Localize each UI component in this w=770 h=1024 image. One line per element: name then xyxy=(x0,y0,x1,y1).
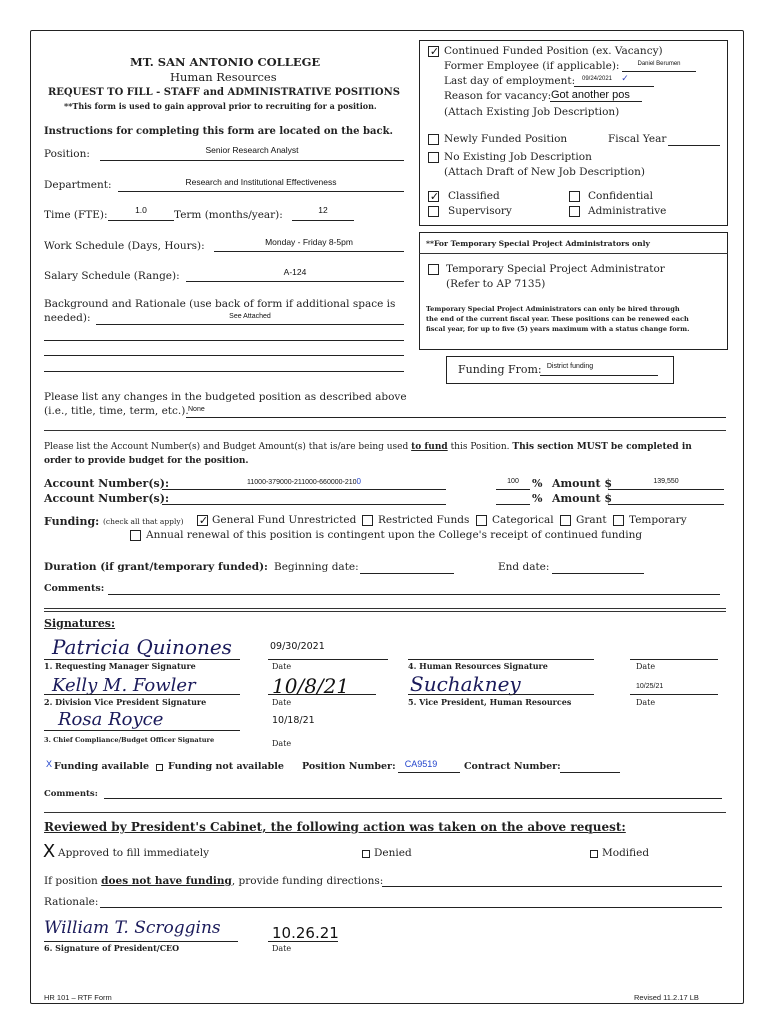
supervisory-checkbox[interactable] xyxy=(428,206,439,217)
funding-available-label: Funding available xyxy=(54,761,149,772)
check-mark-icon: ✓ xyxy=(429,45,440,58)
position-label: Position: xyxy=(44,148,90,160)
former-employee-value[interactable]: Daniel Berumen xyxy=(637,61,681,67)
background-label: Background and Rationale (use back of form if additional space is xyxy=(44,298,396,310)
signature-2-date[interactable]: 10/8/21 xyxy=(272,674,350,698)
classified-label: Classified xyxy=(448,190,500,202)
schedule-value[interactable]: Monday - Friday 8-5pm xyxy=(265,237,353,247)
signature-3-date[interactable]: 10/18/21 xyxy=(272,715,315,726)
account-intro: Please list the Account Number(s) and Budget Amount(s) that is/are being used to fund this Position. This section MUST be completed in xyxy=(44,442,692,452)
department-name: Human Resources xyxy=(170,70,277,84)
signature-5-date-label: Date xyxy=(636,698,656,707)
cabinet-heading: Reviewed by President's Cabinet, the following action was taken on the above request: xyxy=(44,820,626,834)
temp-admin-note: fiscal year, for up to five (5) years maximum with a status change form. xyxy=(426,325,690,333)
newly-funded-checkbox[interactable] xyxy=(428,134,439,145)
attach-existing: (Attach Existing Job Description) xyxy=(444,106,620,118)
signature-2: Kelly M. Fowler xyxy=(52,675,196,696)
newly-funded-label: Newly Funded Position xyxy=(444,133,568,145)
funding-option: Categorical xyxy=(492,514,554,526)
no-existing-label: No Existing Job Description xyxy=(444,151,592,163)
last-day-label: Last day of employment: xyxy=(444,75,576,87)
modified-checkbox[interactable] xyxy=(590,850,598,858)
signature-4-label: 4. Human Resources Signature xyxy=(408,661,548,671)
signature-4: Suchakney xyxy=(410,672,521,696)
annual-renewal-label: Annual renewal of this position is contingent upon the College's receipt of continued funding xyxy=(146,529,643,541)
signature-6: William T. Scroggins xyxy=(44,918,221,938)
denied-checkbox[interactable] xyxy=(362,850,370,858)
check-mark-icon: ✓ xyxy=(198,514,209,527)
confidential-label: Confidential xyxy=(588,190,654,202)
signature-3: Rosa Royce xyxy=(58,709,164,730)
comments-label: Comments: xyxy=(44,583,105,594)
percent-symbol-2: % xyxy=(532,492,543,505)
salary-value[interactable]: A-124 xyxy=(283,267,307,277)
administrative-label: Administrative xyxy=(588,205,667,217)
term-label: Term (months/year): xyxy=(174,209,283,221)
confidential-checkbox[interactable] xyxy=(569,191,580,202)
form-title: REQUEST TO FILL - STAFF and ADMINISTRATIVE POSITIONS xyxy=(48,87,400,98)
time-value[interactable]: 1.0 xyxy=(135,205,147,215)
time-label: Time (FTE): xyxy=(44,209,108,221)
changes-label-2: (i.e., title, time, term, etc.). xyxy=(44,405,189,417)
funding-option: General Fund Unrestricted xyxy=(212,514,357,526)
temp-admin-ref: (Refer to AP 7135) xyxy=(446,278,546,290)
modified-label: Modified xyxy=(602,847,650,859)
signature-3-label: 3. Chief Compliance/Budget Officer Signature xyxy=(44,736,215,744)
rationale-label: Rationale: xyxy=(44,896,99,908)
changes-value[interactable]: None xyxy=(188,406,205,413)
last-day-check-icon: ✓ xyxy=(621,73,629,83)
temporary-checkbox[interactable] xyxy=(613,515,624,526)
signature-2-label: 2. Division Vice President Signature xyxy=(44,697,207,707)
signature-4-date-label: Date xyxy=(636,662,656,671)
grant-checkbox[interactable] xyxy=(560,515,571,526)
temp-admin-label: Temporary Special Project Administrator xyxy=(446,263,665,275)
amount-value-1[interactable]: 139,550 xyxy=(653,478,679,485)
background-value[interactable]: See Attached xyxy=(229,313,271,320)
availability-comments-label: Comments: xyxy=(44,789,98,799)
denied-label: Denied xyxy=(374,847,412,859)
percent-value-1[interactable]: 100 xyxy=(507,478,519,485)
changes-label: Please list any changes in the budgeted position as described above xyxy=(44,391,407,403)
amount-label-2: Amount $ xyxy=(552,492,613,505)
temp-admin-note: the end of the current fiscal year. These positions can be renewed each xyxy=(426,315,689,323)
term-value[interactable]: 12 xyxy=(318,205,328,215)
no-funding-label: If position does not have funding, provide funding directions: xyxy=(44,875,384,887)
signature-5-label: 5. Vice President, Human Resources xyxy=(408,697,572,707)
signature-1-label: 1. Requesting Manager Signature xyxy=(44,661,196,671)
reason-label: Reason for vacancy: xyxy=(444,90,552,102)
funding-label: Funding: xyxy=(44,515,100,528)
department-label: Department: xyxy=(44,179,112,191)
end-date-label: End date: xyxy=(498,561,550,573)
funding-not-available-label: Funding not available xyxy=(168,761,284,772)
reason-value[interactable]: Got another pos xyxy=(551,89,630,101)
contract-number-label: Contract Number: xyxy=(464,761,561,772)
temp-admin-checkbox[interactable] xyxy=(428,264,439,275)
approved-label: Approved to fill immediately xyxy=(58,847,210,859)
funding-from-value[interactable]: District funding xyxy=(546,363,594,370)
background-label-2: needed): xyxy=(44,312,91,324)
funding-hint: (check all that apply) xyxy=(103,517,184,526)
schedule-label: Work Schedule (Days, Hours): xyxy=(44,240,205,252)
salary-label: Salary Schedule (Range): xyxy=(44,270,180,282)
account-label-2: Account Number(s): xyxy=(44,492,170,505)
position-number-label: Position Number: xyxy=(302,761,396,772)
begin-date-label: Beginning date: xyxy=(274,561,359,573)
instructions: Instructions for completing this form are located on the back. xyxy=(44,126,393,137)
attach-draft: (Attach Draft of New Job Description) xyxy=(444,166,645,178)
account-value-1[interactable]: 11000-379000-211000-660000-2100 xyxy=(247,477,361,486)
signature-6-date-label: Date xyxy=(272,944,292,953)
signature-6-label: 6. Signature of President/CEO xyxy=(44,943,180,953)
approved-mark[interactable]: X xyxy=(42,841,56,862)
funding-option: Restricted Funds xyxy=(378,514,470,526)
department-value[interactable]: Research and Institutional Effectiveness xyxy=(185,177,337,187)
amount-label-1: Amount $ xyxy=(552,477,613,490)
footer-revision: Revised 11.2.17 LB xyxy=(634,993,699,1002)
temp-admin-note: Temporary Special Project Administrators can only be hired through xyxy=(426,305,680,313)
last-day-value[interactable]: 09/24/2021 xyxy=(581,76,613,82)
administrative-checkbox[interactable] xyxy=(569,206,580,217)
check-mark-icon: ✓ xyxy=(429,190,440,203)
position-number-value[interactable]: CA9519 xyxy=(404,759,438,769)
supervisory-label: Supervisory xyxy=(448,205,512,217)
college-name: MT. SAN ANTONIO COLLEGE xyxy=(130,55,321,69)
general-fund-checkbox[interactable] xyxy=(197,515,208,526)
classified-checkbox[interactable] xyxy=(428,191,439,202)
signature-3-date-label: Date xyxy=(272,739,292,748)
form-note: **This form is used to gain approval prior to recruiting for a position. xyxy=(64,101,377,111)
funding-from-label: Funding From: xyxy=(458,363,542,376)
former-employee-label: Former Employee (if applicable): xyxy=(444,60,620,72)
percent-symbol-1: % xyxy=(532,477,543,490)
signature-1-date-label: Date xyxy=(272,662,292,671)
position-value[interactable]: Senior Research Analyst xyxy=(205,145,299,155)
fiscal-year-label: Fiscal Year xyxy=(608,133,667,145)
signature-6-date[interactable]: 10.26.21 xyxy=(272,924,339,942)
signature-1: Patricia Quinones xyxy=(52,635,232,659)
signature-4-date[interactable]: 10/25/21 xyxy=(636,683,664,690)
funding-option: Temporary xyxy=(629,514,687,526)
restricted-funds-checkbox[interactable] xyxy=(362,515,373,526)
account-label-1: Account Number(s): xyxy=(44,477,170,490)
continued-funded-label: Continued Funded Position (ex. Vacancy) xyxy=(444,45,663,57)
categorical-checkbox[interactable] xyxy=(476,515,487,526)
annual-renewal-checkbox[interactable] xyxy=(130,530,141,541)
duration-label: Duration (if grant/temporary funded): xyxy=(44,561,268,573)
continued-funded-checkbox[interactable] xyxy=(428,46,439,57)
signature-2-date-label: Date xyxy=(272,698,292,707)
no-existing-checkbox[interactable] xyxy=(428,152,439,163)
footer-form-id: HR 101 – RTF Form xyxy=(44,993,112,1002)
signatures-heading: Signatures: xyxy=(44,617,116,630)
funding-option: Grant xyxy=(576,514,607,526)
account-intro-2: order to provide budget for the position. xyxy=(44,456,249,466)
funding-available-mark[interactable]: X xyxy=(45,759,52,769)
funding-not-available-checkbox[interactable] xyxy=(156,764,163,771)
temp-admin-header: **For Temporary Special Project Administrators only xyxy=(426,239,650,248)
signature-1-date[interactable]: 09/30/2021 xyxy=(270,641,325,652)
